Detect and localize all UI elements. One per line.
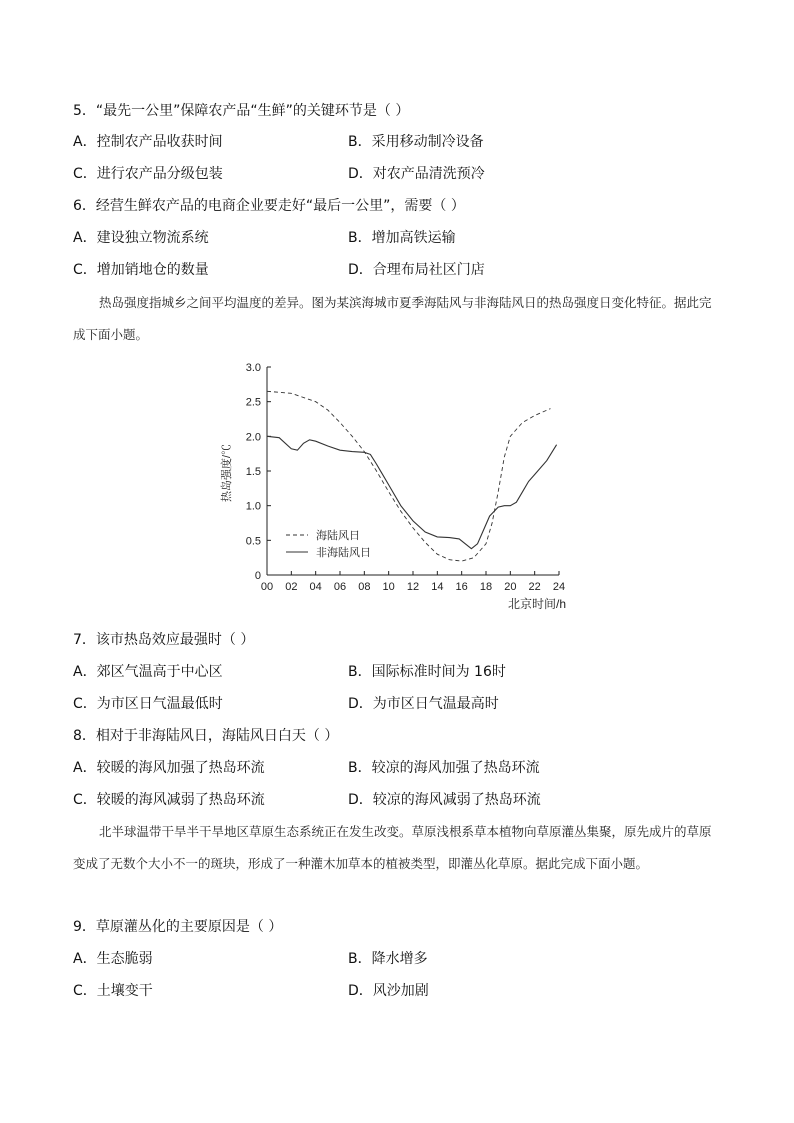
x-tick-label: 24 <box>552 581 566 593</box>
x-axis-label: 北京时间/h <box>507 597 567 611</box>
q6-option-a[interactable]: A．建设独立物流系统 <box>73 230 209 246</box>
q9-option-c[interactable]: C．土壤变干 <box>73 983 153 999</box>
q9-option-b[interactable]: B．降水增多 <box>348 951 428 967</box>
y-axis-label: 热岛强度/℃ <box>221 443 233 503</box>
x-tick-label: 14 <box>431 581 444 593</box>
chart-series <box>267 391 557 561</box>
y-tick-label: 2.0 <box>245 431 261 444</box>
q6-option-d[interactable]: D．合理布局社区门店 <box>348 262 485 278</box>
q7-option-b[interactable]: B．国际标准时间为 16时 <box>348 664 506 680</box>
q7-option-a[interactable]: A．郊区气温高于中心区 <box>73 664 223 680</box>
x-tick-label: 18 <box>479 581 493 593</box>
x-tick-label: 22 <box>528 581 541 593</box>
q6-stem: 6．经营生鲜农产品的电商企业要走好“最后一公里”，需要（ ） <box>73 198 465 214</box>
q5-option-a[interactable]: A．控制农产品收获时间 <box>73 134 223 150</box>
q8-option-a[interactable]: A．较暖的海风加强了热岛环流 <box>73 760 265 776</box>
q9-option-d[interactable]: D．风沙加剧 <box>348 983 429 999</box>
y-tick-label: 0.5 <box>245 535 261 548</box>
q8-option-c[interactable]: C．较暖的海风减弱了热岛环流 <box>73 792 265 808</box>
passage-heat-island <box>73 287 721 351</box>
legend-label: 海陆风日 <box>316 530 360 542</box>
q6-option-c[interactable]: C．增加销地仓的数量 <box>73 262 209 278</box>
y-tick-label: 1.0 <box>245 500 261 513</box>
x-tick-label: 10 <box>382 581 395 593</box>
q8-stem: 8．相对于非海陆风日，海陆风日白天（ ） <box>73 728 339 744</box>
y-tick-label: 1.5 <box>245 466 261 478</box>
x-tick-label: 16 <box>455 581 468 593</box>
q6-option-b[interactable]: B．增加高铁运输 <box>348 230 456 246</box>
q5-option-c[interactable]: C．进行农产品分级包装 <box>73 166 223 182</box>
q5-option-d[interactable]: D．对农产品清洗预冷 <box>348 166 485 182</box>
q5-stem: 5．“最先一公里”保障农产品“生鲜”的关键环节是（ ） <box>73 103 410 119</box>
x-tick-label: 00 <box>260 581 274 593</box>
passage-shrub-grassland-text: 北半球温带干旱半干旱地区草原生态系统正在发生改变。草原浅根系草本植物向草原灌丛集聚，原先成片的草原变成了无数个大小不一的斑块，形成了一种灌木加草本的植被类型，即灌丛化草原。据此完成下面小题。 <box>73 824 712 871</box>
x-tick-label: 06 <box>333 581 347 593</box>
chart-legend <box>286 528 371 559</box>
q9-stem: 9．草原灌丛化的主要原因是（ ） <box>73 919 283 935</box>
y-tick-label: 3.0 <box>245 362 261 374</box>
chart-ticks <box>246 362 565 593</box>
q7-option-d[interactable]: D．为市区日气温最高时 <box>348 696 499 712</box>
heat-island-chart <box>212 355 582 617</box>
q8-option-d[interactable]: D．较凉的海风减弱了热岛环流 <box>348 792 541 808</box>
q5-option-b[interactable]: B．采用移动制冷设备 <box>348 134 484 150</box>
passage-shrub-grassland <box>73 816 721 880</box>
q9-option-a[interactable]: A．生态脆弱 <box>73 951 153 967</box>
y-tick-label: 2.5 <box>245 396 261 409</box>
x-tick-label: 04 <box>309 581 322 593</box>
q7-option-c[interactable]: C．为市区日气温最低时 <box>73 696 223 712</box>
x-tick-label: 02 <box>285 581 298 593</box>
x-tick-label: 12 <box>406 581 420 593</box>
passage-heat-island-text: 热岛强度指城乡之间平均温度的差异。图为某滨海城市夏季海陆风与非海陆风日的热岛强度日变化特征。据此完成下面小题。 <box>73 295 712 342</box>
legend-label: 非海陆风日 <box>316 547 371 559</box>
y-tick-label: 0 <box>254 570 261 582</box>
x-tick-label: 20 <box>504 581 517 593</box>
chart-axes <box>267 367 559 575</box>
series-line-non-sea-land-breeze <box>267 436 557 548</box>
series-line-sea-land-breeze <box>267 391 551 561</box>
q7-stem: 7．该市热岛效应最强时（ ） <box>73 632 255 648</box>
q8-option-b[interactable]: B．较凉的海风加强了热岛环流 <box>348 760 540 776</box>
x-tick-label: 08 <box>358 581 371 593</box>
